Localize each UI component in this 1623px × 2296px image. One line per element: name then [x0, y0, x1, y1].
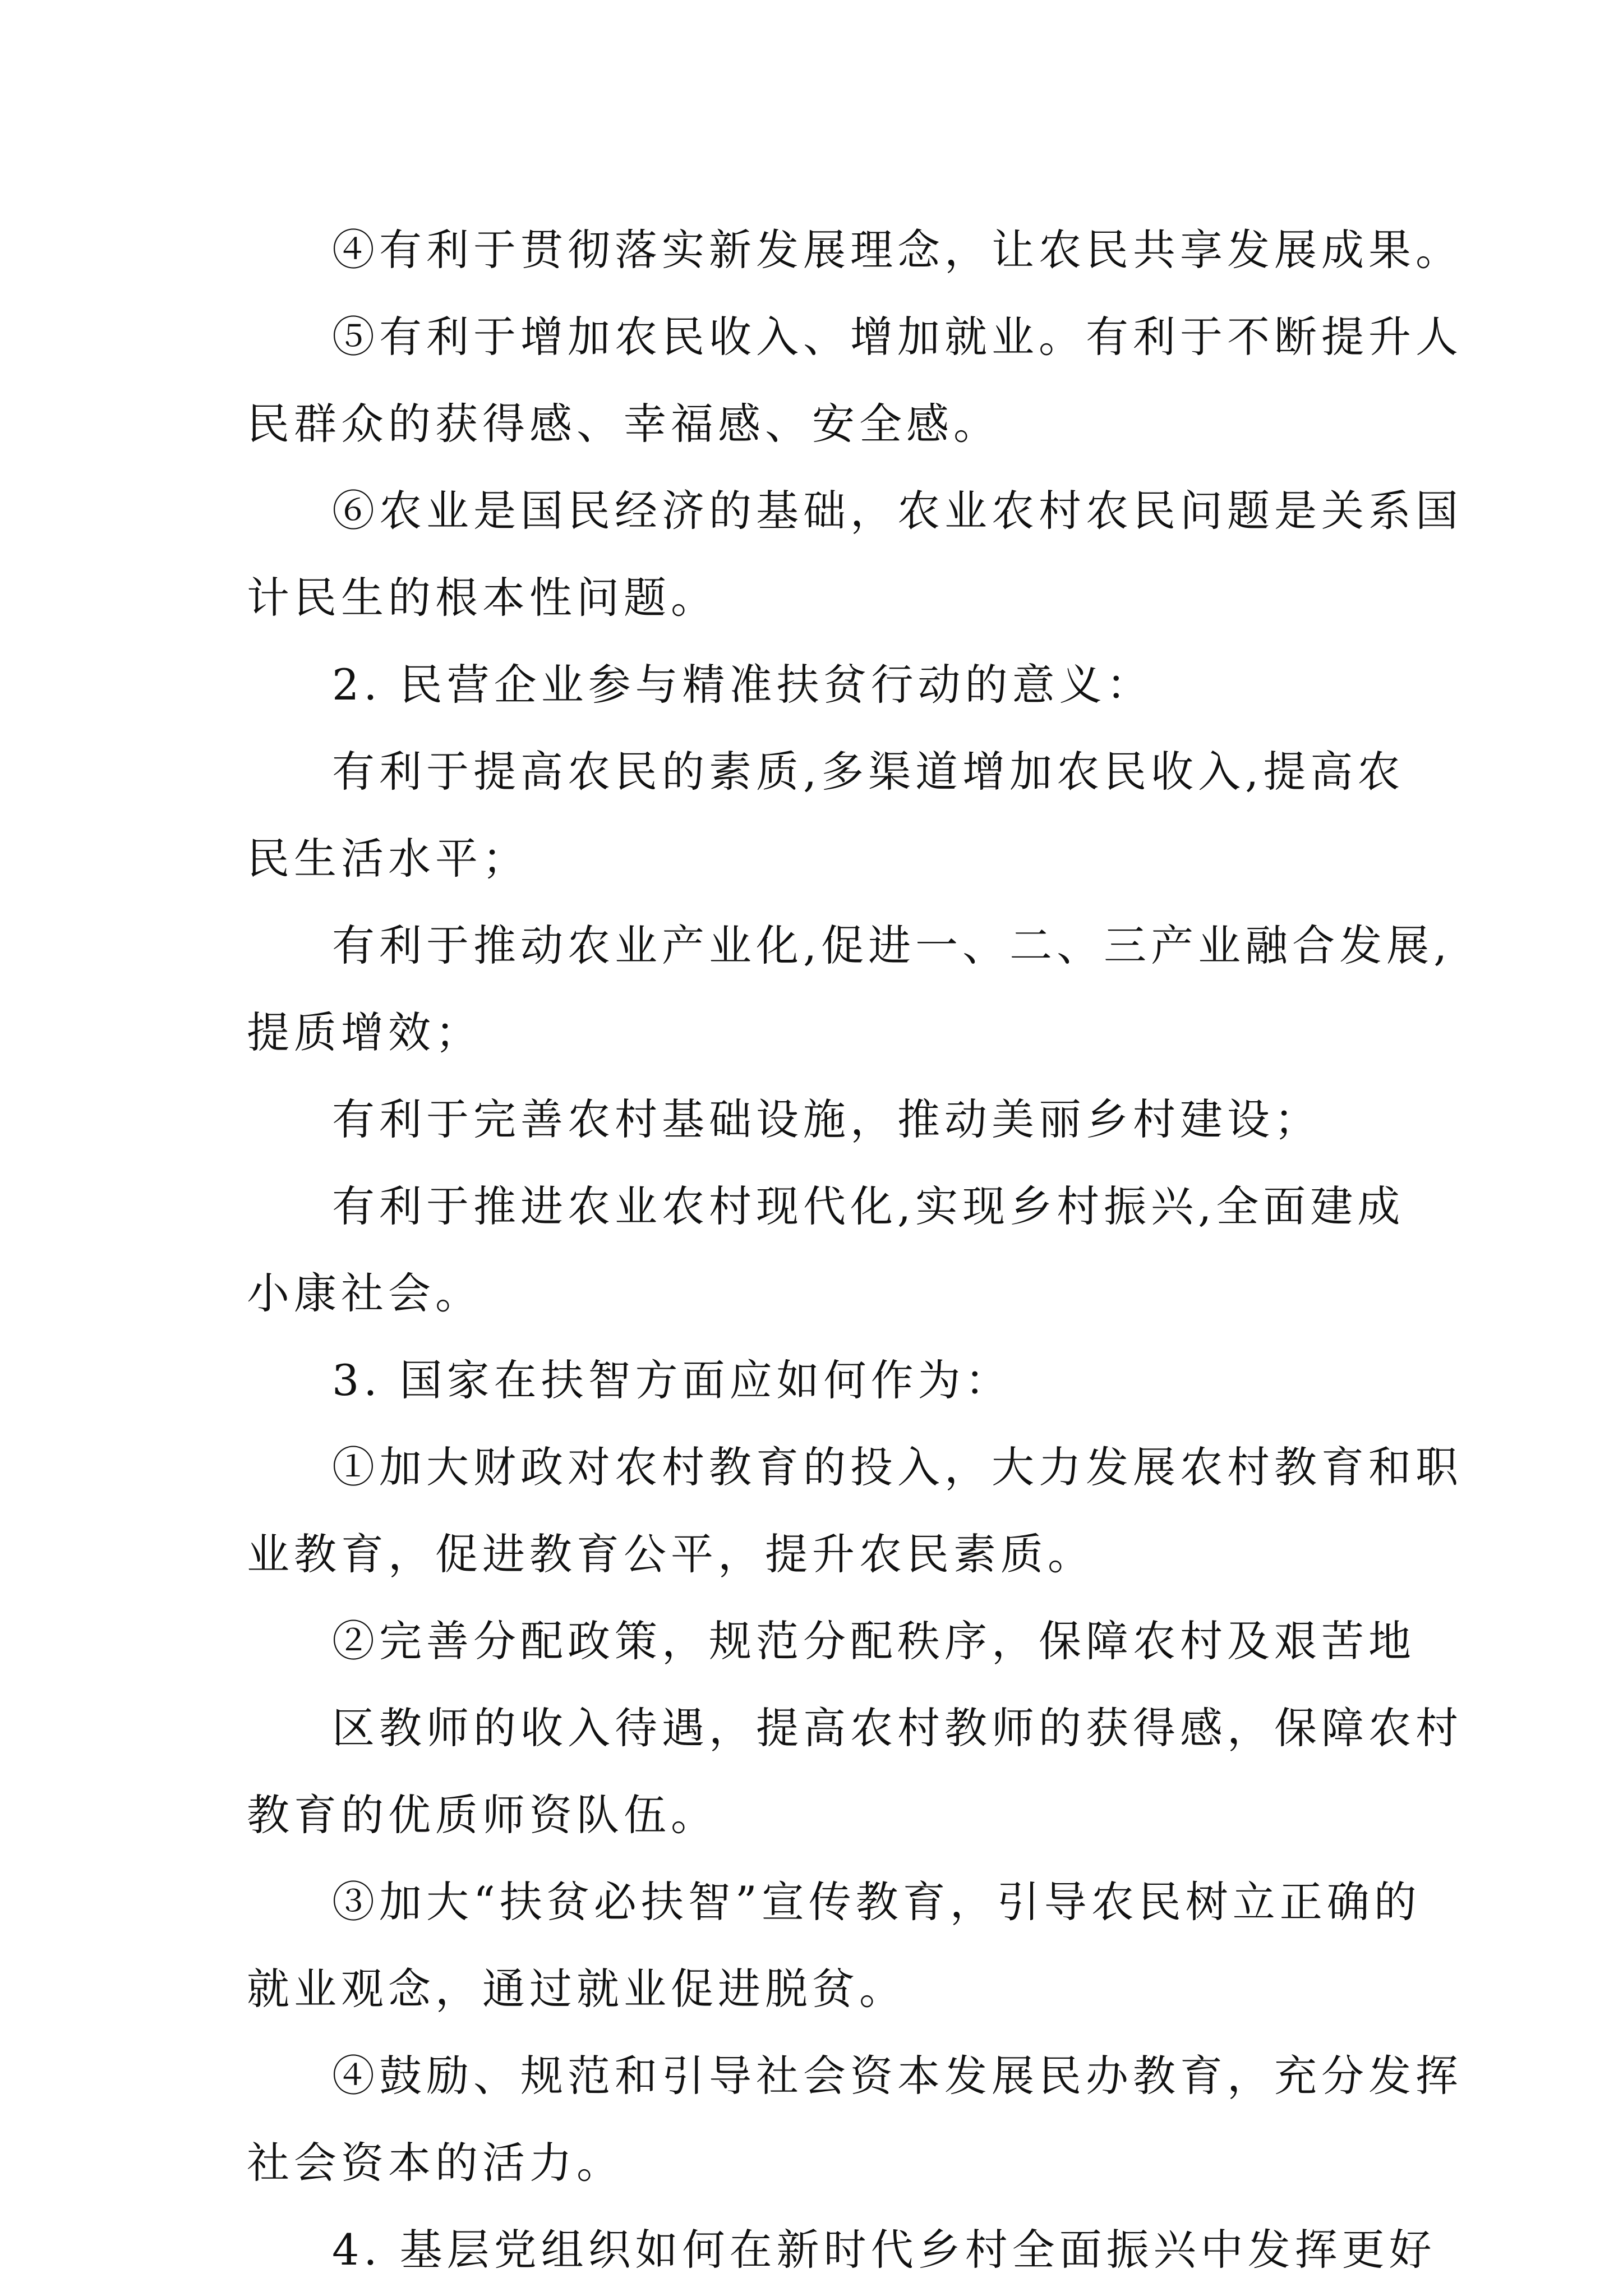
text-line: ①加大财政对农村教育的投入，大力发展农村教育和职 [332, 1442, 1463, 1492]
section-heading: 2. 民营企业参与精准扶贫行动的意义： [332, 660, 1154, 710]
text-line: ⑥农业是国民经济的基础，农业农村农民问题是关系国 [332, 486, 1463, 536]
text-line: 区教师的收入待遇，提高农村教师的获得感，保障农村 [332, 1703, 1463, 1753]
text-line: 提质增效； [247, 1007, 482, 1057]
text-line: 就业观念，通过就业促进脱贫。 [247, 1964, 906, 2014]
text-line: ④有利于贯彻落实新发展理念，让农民共享发展成果。 [332, 225, 1463, 275]
text-line: ⑤有利于增加农民收入、增加就业。有利于不断提升人 [332, 312, 1463, 362]
text-line: 计民生的根本性问题。 [247, 573, 718, 623]
text-line: 社会资本的活力。 [247, 2138, 624, 2188]
section-heading: 4. 基层党组织如何在新时代乡村全面振兴中发挥更好 [332, 2225, 1436, 2275]
text-line: 小康社会。 [247, 1268, 482, 1318]
text-line: 有利于完善农村基础设施，推动美丽乡村建设； [332, 1094, 1321, 1144]
text-line: ②完善分配政策，规范分配秩序，保障农村及艰苦地 [332, 1616, 1415, 1666]
section-heading: 3. 国家在扶智方面应如何作为： [332, 1355, 1012, 1405]
text-line: ④鼓励、规范和引导社会资本发展民办教育，充分发挥 [332, 2051, 1463, 2101]
text-line: 民群众的获得感、幸福感、安全感。 [247, 399, 1000, 449]
text-line: 有利于提高农民的素质,多渠道增加农民收入,提高农 [332, 747, 1405, 797]
text-line: 有利于推进农业农村现代化,实现乡村振兴,全面建成 [332, 1181, 1405, 1231]
text-line: 有利于推动农业产业化,促进一、二、三产业融合发展, [332, 921, 1452, 970]
text-line: 民生活水平； [247, 834, 529, 884]
text-line: 教育的优质师资队伍。 [247, 1790, 718, 1840]
text-line: ③加大“扶贫必扶智”宣传教育，引导农民树立正确的 [332, 1877, 1421, 1927]
text-line: 业教育，促进教育公平，提升农民素质。 [247, 1529, 1095, 1579]
body-text [247, 206, 1463, 2293]
